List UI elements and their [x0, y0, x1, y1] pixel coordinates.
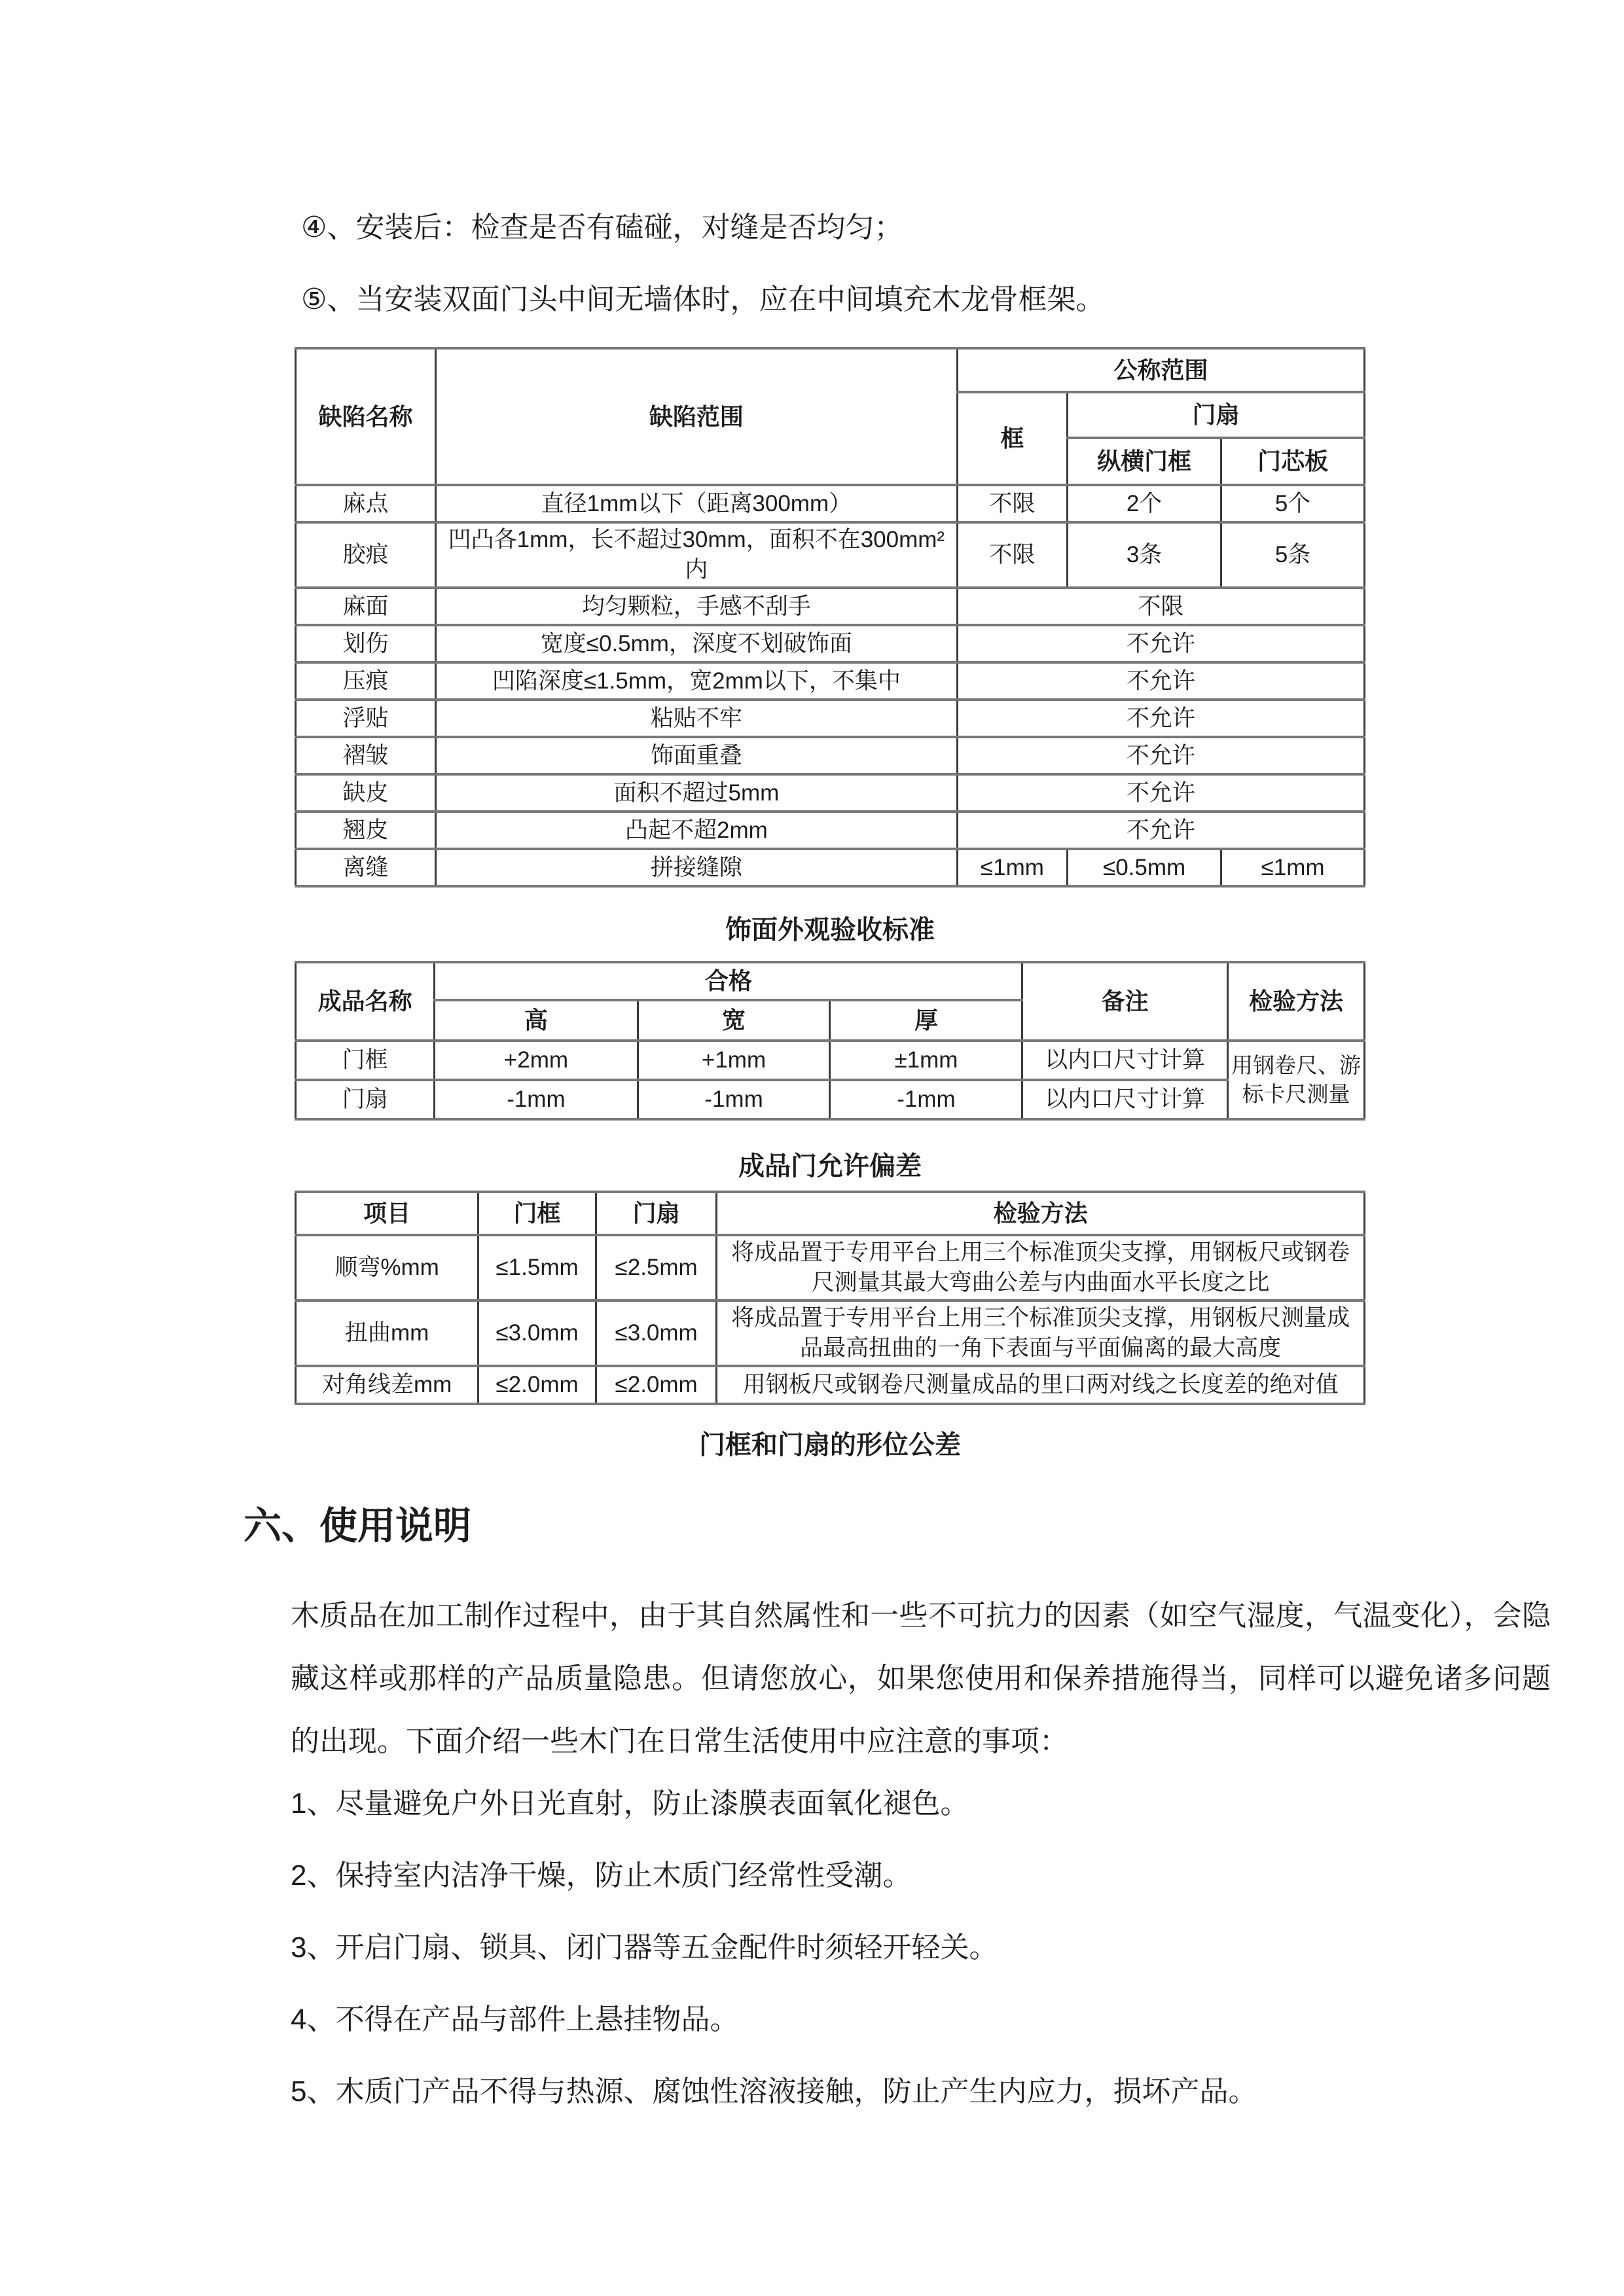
table-header-cell: 门扇 — [1068, 392, 1365, 438]
table-header-cell: 公称范围 — [957, 348, 1364, 392]
usage-item: 3、开启门扇、锁具、闭门器等五金配件时须轻开轻关。 — [291, 1931, 998, 1964]
table-row — [296, 849, 1365, 886]
table-cell: -1mm — [638, 1080, 830, 1119]
table-row — [296, 1366, 1365, 1404]
table-cell: 翘皮 — [296, 812, 436, 849]
finished-door-tolerance-table — [295, 961, 1365, 1121]
table-cell: -1mm — [830, 1080, 1022, 1119]
table-cell: 3条 — [1068, 522, 1221, 588]
table-caption: 饰面外观验收标准 — [725, 916, 935, 944]
table-cell: 凸起不超2mm — [435, 812, 957, 849]
table-row — [296, 1080, 1365, 1119]
table-cell: 直径1mm以下（距离300mm） — [435, 485, 957, 522]
table-row — [296, 1235, 1365, 1300]
table-cell: 以内口尺寸计算 — [1022, 1041, 1228, 1080]
defect-acceptance-table — [295, 347, 1365, 888]
table-cell: -1mm — [435, 1080, 638, 1119]
table-cell: 用钢卷尺、游标卡尺测量 — [1227, 1041, 1364, 1119]
table-cell: 对角线差mm — [296, 1366, 478, 1404]
table-cell: 扭曲mm — [296, 1300, 478, 1366]
table-cell: 不允许 — [957, 812, 1364, 849]
table-header-cell: 门扇 — [596, 1192, 717, 1235]
table-cell: 5条 — [1221, 522, 1365, 588]
table-header-cell: 项目 — [296, 1192, 478, 1235]
table-cell: 麻面 — [296, 588, 436, 625]
usage-item: 5、木质门产品不得与热源、腐蚀性溶液接触，防止产生内应力，损坏产品。 — [291, 2075, 1257, 2108]
table-cell: 宽度≤0.5mm，深度不划破饰面 — [435, 625, 957, 662]
table-row — [296, 522, 1365, 588]
table-header-cell: 缺陷名称 — [296, 348, 436, 485]
table-cell: ≤1mm — [1221, 849, 1365, 886]
table-cell: ≤0.5mm — [1068, 849, 1221, 886]
table-cell: +1mm — [638, 1041, 830, 1080]
table-header-cell: 缺陷范围 — [435, 348, 957, 485]
table-header-cell: 厚 — [830, 1000, 1022, 1041]
usage-item: 1、尽量避免户外日光直射，防止漆膜表面氧化褪色。 — [291, 1787, 969, 1820]
table-cell: ≤2.5mm — [596, 1235, 717, 1300]
table-cell: ≤1mm — [957, 849, 1067, 886]
table-cell: 拼接缝隙 — [435, 849, 957, 886]
table-header-cell: 宽 — [638, 1000, 830, 1041]
table-header-cell: 门芯板 — [1221, 438, 1365, 485]
usage-item: 4、不得在产品与部件上悬挂物品。 — [291, 2003, 739, 2036]
table-cell: 饰面重叠 — [435, 737, 957, 774]
table-cell: 不允许 — [957, 625, 1364, 662]
form-position-tolerance-table — [295, 1191, 1365, 1405]
table-cell: 不允许 — [957, 700, 1364, 737]
usage-intro-paragraph: 木质品在加工制作过程中，由于其自然属性和一些不可抗力的因素（如空气湿度，气温变化），会隐藏这样或那样的产品质量隐患。但请您放心，如果您使用和保养措施得当，同样可以避免诸多问题的出现。下面介绍一些木门在日常生活使用中应注意的事项： — [291, 1600, 1551, 1757]
table-cell: 用钢板尺或钢卷尺测量成品的里口两对线之长度差的绝对值 — [717, 1366, 1365, 1404]
table-cell: ±1mm — [830, 1041, 1022, 1080]
table-cell: 浮贴 — [296, 700, 436, 737]
table-row — [296, 625, 1365, 662]
table-cell: 不允许 — [957, 737, 1364, 774]
table-cell: 顺弯%mm — [296, 1235, 478, 1300]
table-cell: 将成品置于专用平台上用三个标准顶尖支撑，用钢板尺或钢卷尺测量其最大弯曲公差与内曲面水平长度之比 — [717, 1235, 1365, 1300]
table-cell: 不允许 — [957, 774, 1364, 812]
table-cell: +2mm — [435, 1041, 638, 1080]
table-header-cell: 门框 — [478, 1192, 596, 1235]
table-cell: 均匀颗粒，手感不刮手 — [435, 588, 957, 625]
table-cell: 不限 — [957, 485, 1067, 522]
table-row — [296, 662, 1365, 700]
table-caption: 门框和门扇的形位公差 — [699, 1431, 961, 1460]
table-caption: 成品门允许偏差 — [738, 1152, 922, 1181]
table-cell: 凹凸各1mm，长不超过30mm，面积不在300mm²内 — [435, 522, 957, 588]
table-cell: ≤2.0mm — [478, 1366, 596, 1404]
table-cell: 将成品置于专用平台上用三个标准顶尖支撑，用钢板尺测量成品最高扭曲的一角下表面与平面偏离的最大高度 — [717, 1300, 1365, 1366]
table-row — [296, 1300, 1365, 1366]
table-header-cell: 纵横门框 — [1068, 438, 1221, 485]
table-row — [296, 700, 1365, 737]
table-cell: 胶痕 — [296, 522, 436, 588]
table-row — [296, 588, 1365, 625]
table-cell: ≤1.5mm — [478, 1235, 596, 1300]
table-cell: 不限 — [957, 522, 1067, 588]
table-header-cell: 检验方法 — [1227, 962, 1364, 1041]
table-cell: 门框 — [296, 1041, 435, 1080]
table-cell: 5个 — [1221, 485, 1365, 522]
table-row — [296, 485, 1365, 522]
table-row — [296, 737, 1365, 774]
table-cell: 不限 — [957, 588, 1364, 625]
table-row — [296, 774, 1365, 812]
table-header-cell: 成品名称 — [296, 962, 435, 1041]
table-cell: 不允许 — [957, 662, 1364, 700]
table-cell: 压痕 — [296, 662, 436, 700]
table-cell: ≤3.0mm — [478, 1300, 596, 1366]
table-cell: 缺皮 — [296, 774, 436, 812]
table-row — [296, 1041, 1365, 1080]
table-cell: 凹陷深度≤1.5mm，宽2mm以下，不集中 — [435, 662, 957, 700]
table-cell: ≤3.0mm — [596, 1300, 717, 1366]
table-header-cell: 框 — [957, 392, 1067, 485]
table-header-cell: 检验方法 — [717, 1192, 1365, 1235]
table-header-cell: 高 — [435, 1000, 638, 1041]
section-heading: 六、使用说明 — [244, 1505, 472, 1547]
usage-list — [244, 1784, 1624, 2112]
table-header-cell: 备注 — [1022, 962, 1228, 1041]
table-cell: 褶皱 — [296, 737, 436, 774]
table-cell: 门扇 — [296, 1080, 435, 1119]
table-cell: 以内口尺寸计算 — [1022, 1080, 1228, 1119]
table-cell: ≤2.0mm — [596, 1366, 717, 1404]
table-header-cell: 合格 — [435, 962, 1022, 1000]
table-cell: 离缝 — [296, 849, 436, 886]
table-cell: 2个 — [1068, 485, 1221, 522]
table-cell: 划伤 — [296, 625, 436, 662]
table-cell: 麻点 — [296, 485, 436, 522]
install-step-5: ⑤、当安装双面门头中间无墙体时，应在中间填充木龙骨框架。 — [301, 283, 1105, 315]
table-cell: 粘贴不牢 — [435, 700, 957, 737]
table-row — [296, 812, 1365, 849]
install-step-4: ④、安装后：检查是否有磕碰，对缝是否均匀； — [301, 211, 903, 243]
usage-item: 2、保持室内洁净干燥，防止木质门经常性受潮。 — [291, 1859, 912, 1892]
table-cell: 面积不超过5mm — [435, 774, 957, 812]
